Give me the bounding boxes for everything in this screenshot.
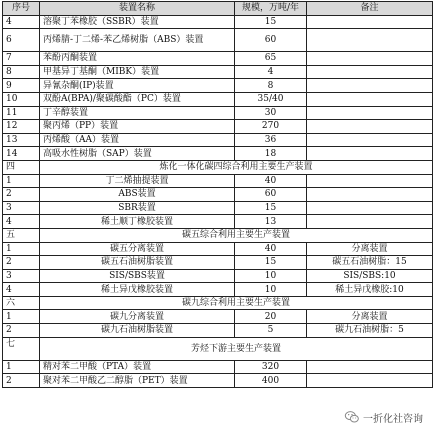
cell-serial: 13 xyxy=(3,133,40,147)
cell-name: 甲基异丁基酮（MIBK）装置 xyxy=(40,65,235,79)
cell-serial: 2 xyxy=(3,256,40,270)
table-row xyxy=(3,374,433,388)
cell-note: 碳九石油树脂：5 xyxy=(307,324,433,338)
header-name: 装置名称 xyxy=(40,2,235,16)
cell-scale: 65 xyxy=(235,52,307,66)
cell-scale: 40 xyxy=(235,242,307,256)
table-row xyxy=(3,120,433,134)
section-number: 五 xyxy=(3,228,40,242)
cell-note: 稀土异戊橡胶:10 xyxy=(307,283,433,297)
header-scale: 规模，万吨/年 xyxy=(235,2,307,16)
cell-note xyxy=(307,52,433,66)
cell-note xyxy=(307,188,433,202)
cell-scale: 5 xyxy=(235,324,307,338)
cell-scale: 15 xyxy=(235,201,307,215)
cell-scale: 18 xyxy=(235,147,307,161)
cell-note xyxy=(307,174,433,188)
cell-name: SBR装置 xyxy=(40,201,235,215)
cell-scale: 35/40 xyxy=(235,92,307,106)
table-row xyxy=(3,256,433,270)
table-row xyxy=(3,147,433,161)
wechat-icon xyxy=(344,409,360,425)
cell-name: 碳五分离装置 xyxy=(40,242,235,256)
table-row xyxy=(3,133,433,147)
cell-serial: 2 xyxy=(3,324,40,338)
cell-note: SIS/SBS:10 xyxy=(307,269,433,283)
cell-name: 丁二烯抽提装置 xyxy=(40,174,235,188)
section-row xyxy=(3,228,433,242)
watermark xyxy=(341,408,426,426)
table-row xyxy=(3,201,433,215)
table-row xyxy=(3,269,433,283)
table-row xyxy=(3,283,433,297)
cell-name: 稀土异戊橡胶装置 xyxy=(40,283,235,297)
cell-scale: 270 xyxy=(235,120,307,134)
cell-note xyxy=(307,147,433,161)
cell-serial: 10 xyxy=(3,92,40,106)
cell-scale: 320 xyxy=(235,360,307,374)
cell-name: 丁辛醇装置 xyxy=(40,106,235,120)
table-row xyxy=(3,174,433,188)
table-row xyxy=(3,324,433,338)
cell-serial: 8 xyxy=(3,65,40,79)
cell-scale: 13 xyxy=(235,215,307,229)
cell-name: SIS/SBS装置 xyxy=(40,269,235,283)
section-row xyxy=(3,160,433,174)
cell-note xyxy=(307,360,433,374)
cell-scale: 36 xyxy=(235,133,307,147)
cell-note: 分离装置 xyxy=(307,242,433,256)
cell-note xyxy=(307,15,433,29)
cell-serial: 1 xyxy=(3,360,40,374)
cell-scale: 40 xyxy=(235,174,307,188)
cell-scale: 400 xyxy=(235,374,307,388)
cell-serial: 4 xyxy=(3,283,40,297)
table-row xyxy=(3,15,433,29)
cell-name: 溶聚丁苯橡胶（SSBR）装置 xyxy=(40,15,235,29)
table-row xyxy=(3,29,433,52)
table-row xyxy=(3,215,433,229)
cell-serial: 1 xyxy=(3,310,40,324)
cell-name: 聚丙烯（PP）装置 xyxy=(40,120,235,134)
section-row xyxy=(3,296,433,310)
cell-note xyxy=(307,120,433,134)
section-number: 七 xyxy=(3,337,40,360)
cell-scale: 20 xyxy=(235,310,307,324)
cell-note xyxy=(307,133,433,147)
cell-scale: 4 xyxy=(235,65,307,79)
cell-name: ABS装置 xyxy=(40,188,235,202)
table-row xyxy=(3,52,433,66)
cell-serial: 3 xyxy=(3,201,40,215)
cell-serial: 14 xyxy=(3,147,40,161)
cell-name: 稀土顺丁橡胶装置 xyxy=(40,215,235,229)
cell-note xyxy=(307,92,433,106)
cell-name: 丙烯酸（AA）装置 xyxy=(40,133,235,147)
table-body xyxy=(3,15,433,387)
cell-serial: 4 xyxy=(3,15,40,29)
cell-scale: 30 xyxy=(235,106,307,120)
section-title: 芳烃下游主要生产装置 xyxy=(40,337,433,360)
cell-scale: 15 xyxy=(235,15,307,29)
cell-note xyxy=(307,215,433,229)
cell-scale: 10 xyxy=(235,269,307,283)
table-row xyxy=(3,79,433,93)
cell-scale: 8 xyxy=(235,79,307,93)
cell-name: 苯酚丙酮装置 xyxy=(40,52,235,66)
cell-serial: 1 xyxy=(3,174,40,188)
table-row xyxy=(3,65,433,79)
facility-table xyxy=(2,1,433,388)
section-number: 六 xyxy=(3,296,40,310)
cell-name: 碳九分离装置 xyxy=(40,310,235,324)
cell-name: 高吸水性树脂（SAP）装置 xyxy=(40,147,235,161)
cell-serial: 6 xyxy=(3,29,40,52)
cell-scale: 15 xyxy=(235,256,307,270)
cell-name: 精对苯二甲酸（PTA）装置 xyxy=(40,360,235,374)
section-number: 四 xyxy=(3,160,40,174)
cell-note xyxy=(307,79,433,93)
cell-serial: 12 xyxy=(3,120,40,134)
watermark-text: 一折化社咨询 xyxy=(363,413,423,425)
cell-name: 异氰杂酮(IP)装置 xyxy=(40,79,235,93)
cell-name: 丙烯腈-丁二烯-苯乙烯树脂（ABS）装置 xyxy=(40,29,235,52)
table-row xyxy=(3,188,433,202)
cell-note xyxy=(307,29,433,52)
table-header-row xyxy=(3,2,433,16)
section-title: 炼化一体化碳四综合利用主要生产装置 xyxy=(40,160,433,174)
table-row xyxy=(3,360,433,374)
cell-note: 分离装置 xyxy=(307,310,433,324)
table-row xyxy=(3,310,433,324)
cell-name: 碳九石油树脂装置 xyxy=(40,324,235,338)
cell-serial: 3 xyxy=(3,269,40,283)
section-row xyxy=(3,337,433,360)
cell-name: 聚对苯二甲酸乙二醇脂（PET）装置 xyxy=(40,374,235,388)
cell-scale: 10 xyxy=(235,283,307,297)
cell-note xyxy=(307,106,433,120)
cell-serial: 2 xyxy=(3,188,40,202)
cell-scale: 60 xyxy=(235,29,307,52)
cell-name: 双酚A(BPA)/聚碳酸酯（PC）装置 xyxy=(40,92,235,106)
cell-serial: 7 xyxy=(3,52,40,66)
table-row xyxy=(3,106,433,120)
table-row xyxy=(3,242,433,256)
section-title: 碳九综合利用主要生产装置 xyxy=(40,296,433,310)
cell-note xyxy=(307,65,433,79)
section-title: 碳五综合利用主要生产装置 xyxy=(40,228,433,242)
cell-serial: 11 xyxy=(3,106,40,120)
cell-serial: 1 xyxy=(3,242,40,256)
cell-serial: 4 xyxy=(3,215,40,229)
header-note: 备注 xyxy=(307,2,433,16)
cell-note xyxy=(307,201,433,215)
cell-note: 碳五石油树脂：15 xyxy=(307,256,433,270)
cell-name: 碳五石油树脂装置 xyxy=(40,256,235,270)
cell-scale: 60 xyxy=(235,188,307,202)
cell-serial: 9 xyxy=(3,79,40,93)
cell-note xyxy=(307,374,433,388)
table-row xyxy=(3,92,433,106)
cell-serial: 2 xyxy=(3,374,40,388)
header-serial: 序号 xyxy=(3,2,40,16)
